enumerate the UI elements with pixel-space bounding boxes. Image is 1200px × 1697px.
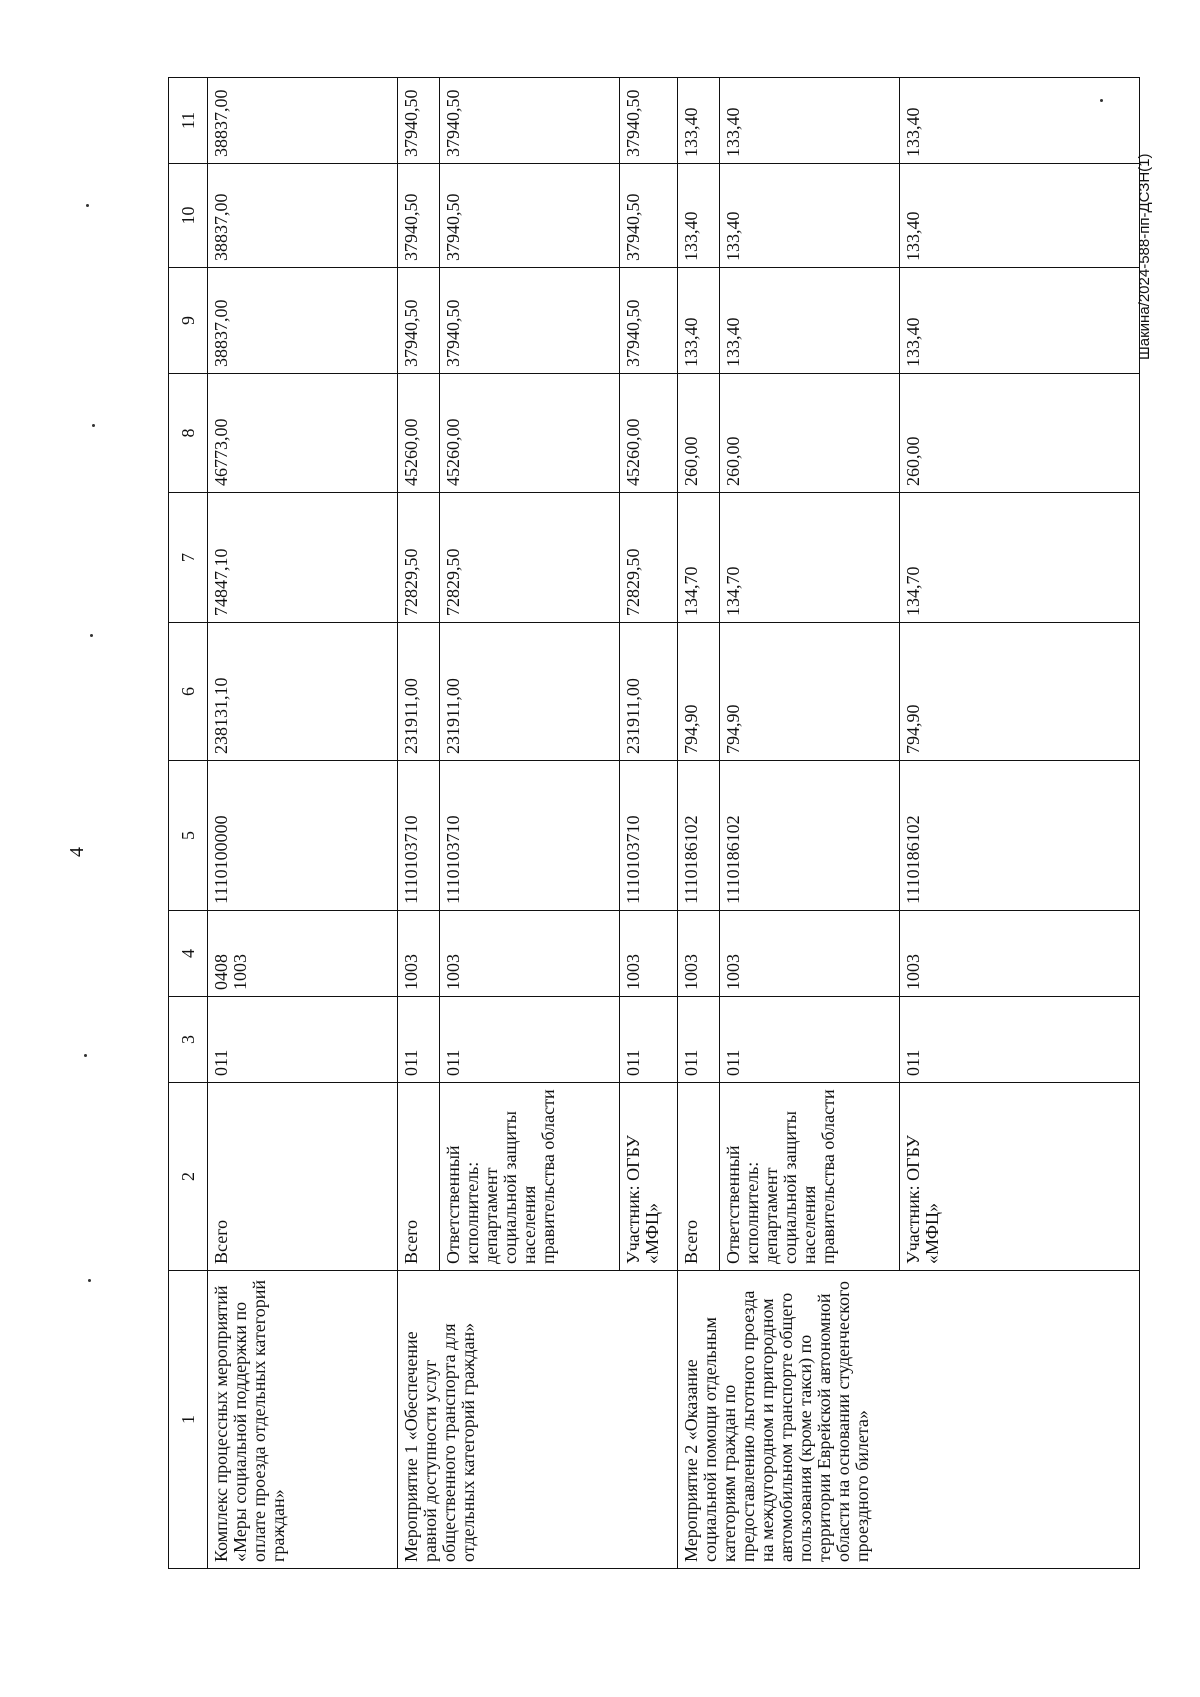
document-code: Шакина/2024-588-пп-ДСЗН(1) xyxy=(1136,153,1153,360)
cell-col10: 37940,50 xyxy=(620,164,678,268)
cell-col9: 133,40 xyxy=(900,268,1140,374)
cell-col9: 133,40 xyxy=(678,268,720,374)
cell-col6: 231911,00 xyxy=(440,623,620,761)
cell-col2: Всего xyxy=(398,1083,440,1271)
cell-col4: 1003 xyxy=(398,911,440,997)
cell-col9: 38837,00 xyxy=(208,268,398,374)
cell-col4: 1003 xyxy=(678,911,720,997)
cell-col5: 1110103710 xyxy=(398,761,440,911)
cell-col8: 260,00 xyxy=(720,374,900,493)
column-header-10: 10 xyxy=(169,164,208,268)
budget-table xyxy=(168,77,1140,1569)
cell-col10: 37940,50 xyxy=(398,164,440,268)
cell-col6: 794,90 xyxy=(678,623,720,761)
cell-col4: 1003 xyxy=(900,911,1140,997)
cell-col3: 011 xyxy=(440,997,620,1083)
cell-col6: 794,90 xyxy=(720,623,900,761)
cell-col11: 37940,50 xyxy=(440,78,620,164)
cell-col6: 794,90 xyxy=(900,623,1140,761)
column-header-11: 11 xyxy=(169,78,208,164)
cell-col10: 38837,00 xyxy=(208,164,398,268)
cell-col6: 231911,00 xyxy=(620,623,678,761)
cell-col4: 1003 xyxy=(440,911,620,997)
column-header-3: 3 xyxy=(169,997,208,1083)
cell-col7: 72829,50 xyxy=(440,493,620,623)
scan-speck xyxy=(88,1279,91,1282)
table-row xyxy=(398,78,440,1569)
cell-col3: 011 xyxy=(208,997,398,1083)
cell-col6: 231911,00 xyxy=(398,623,440,761)
scan-speck xyxy=(90,634,93,637)
column-header-2: 2 xyxy=(169,1083,208,1271)
cell-col4: 0408 1003 xyxy=(208,911,398,997)
column-header-7: 7 xyxy=(169,493,208,623)
cell-col5: 1110186102 xyxy=(720,761,900,911)
cell-col7: 72829,50 xyxy=(398,493,440,623)
cell-col9: 37940,50 xyxy=(398,268,440,374)
cell-col7: 72829,50 xyxy=(620,493,678,623)
cell-col11: 133,40 xyxy=(678,78,720,164)
cell-col4: 1003 xyxy=(720,911,900,997)
cell-col11: 37940,50 xyxy=(398,78,440,164)
scan-speck xyxy=(92,424,95,427)
table-header-row xyxy=(169,78,208,1569)
cell-col4: 1003 xyxy=(620,911,678,997)
cell-col6: 238131,10 xyxy=(208,623,398,761)
cell-col10: 37940,50 xyxy=(440,164,620,268)
cell-col3: 011 xyxy=(620,997,678,1083)
column-header-6: 6 xyxy=(169,623,208,761)
row-title: Комплекс процессных мероприятий «Меры социальной поддержки по оплате проезда отдельных категорий граждан» xyxy=(208,1271,398,1569)
cell-col5: 1110186102 xyxy=(678,761,720,911)
row-title: Мероприятие 2 «Оказание социальной помощи отдельным категориям граждан по предоставлению льготного проезда на междугородном и пригородном автомобильном транспорте общего пользования (кроме такси) по территории Еврейской автономной области на основании студенческого проездного билета» xyxy=(678,1271,1140,1569)
cell-col11: 38837,00 xyxy=(208,78,398,164)
column-header-5: 5 xyxy=(169,761,208,911)
cell-col5: 1110103710 xyxy=(440,761,620,911)
column-header-1: 1 xyxy=(169,1271,208,1569)
cell-col7: 134,70 xyxy=(720,493,900,623)
row-title: Мероприятие 1 «Обеспечение равной доступности услуг общественного транспорта для отдельных категорий граждан» xyxy=(398,1271,678,1569)
cell-col11: 133,40 xyxy=(900,78,1140,164)
page-number: 4 xyxy=(66,847,88,857)
cell-col11: 37940,50 xyxy=(620,78,678,164)
cell-col8: 46773,00 xyxy=(208,374,398,493)
cell-col3: 011 xyxy=(398,997,440,1083)
cell-col2: Участник: ОГБУ «МФЦ» xyxy=(900,1083,1140,1271)
scan-speck xyxy=(84,1054,87,1057)
cell-col2: Всего xyxy=(678,1083,720,1271)
column-header-9: 9 xyxy=(169,268,208,374)
cell-col5: 1110103710 xyxy=(620,761,678,911)
cell-col7: 134,70 xyxy=(900,493,1140,623)
cell-col9: 37940,50 xyxy=(620,268,678,374)
table-row xyxy=(208,78,398,1569)
cell-col9: 133,40 xyxy=(720,268,900,374)
cell-col8: 260,00 xyxy=(678,374,720,493)
cell-col8: 260,00 xyxy=(900,374,1140,493)
cell-col2: Всего xyxy=(208,1083,398,1271)
table-body xyxy=(208,78,1140,1569)
cell-col8: 45260,00 xyxy=(620,374,678,493)
cell-col10: 133,40 xyxy=(900,164,1140,268)
cell-col5: 1110100000 xyxy=(208,761,398,911)
cell-col7: 134,70 xyxy=(678,493,720,623)
cell-col8: 45260,00 xyxy=(440,374,620,493)
cell-col11: 133,40 xyxy=(720,78,900,164)
cell-col5: 1110186102 xyxy=(900,761,1140,911)
column-header-8: 8 xyxy=(169,374,208,493)
cell-col3: 011 xyxy=(720,997,900,1083)
column-header-4: 4 xyxy=(169,911,208,997)
cell-col3: 011 xyxy=(678,997,720,1083)
cell-col2: Участник: ОГБУ «МФЦ» xyxy=(620,1083,678,1271)
cell-col7: 74847,10 xyxy=(208,493,398,623)
cell-col2: Ответственный исполнитель: департамент социальной защиты населения правительства области xyxy=(440,1083,620,1271)
cell-col3: 011 xyxy=(900,997,1140,1083)
cell-col10: 133,40 xyxy=(720,164,900,268)
cell-col2: Ответственный исполнитель: департамент социальной защиты населения правительства области xyxy=(720,1083,900,1271)
cell-col8: 45260,00 xyxy=(398,374,440,493)
cell-col9: 37940,50 xyxy=(440,268,620,374)
cell-col10: 133,40 xyxy=(678,164,720,268)
scan-speck xyxy=(86,204,89,207)
table-row xyxy=(678,78,720,1569)
